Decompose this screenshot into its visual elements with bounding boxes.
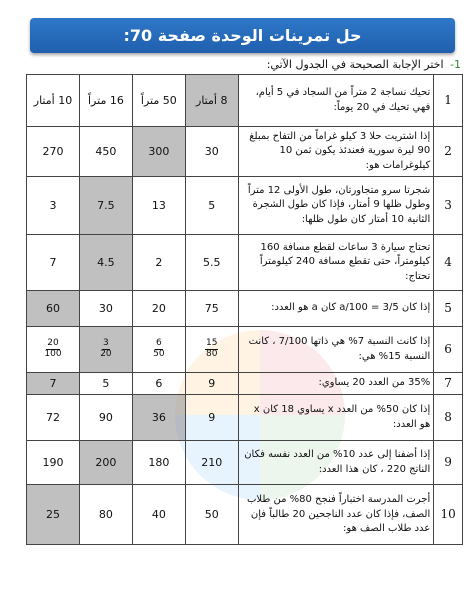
table-row <box>27 127 463 177</box>
answer-option[interactable]: 80 <box>79 485 132 545</box>
answer-option-selected[interactable]: 200 <box>79 441 132 485</box>
answer-option[interactable]: 13 <box>132 177 185 235</box>
page-title-banner <box>30 18 455 53</box>
answers-table <box>26 74 463 545</box>
answer-option[interactable]: 190 <box>27 441 80 485</box>
answer-option[interactable]: 9 <box>185 373 238 395</box>
question-number: 10 <box>434 485 463 545</box>
table-row <box>27 373 463 395</box>
table-row <box>27 395 463 441</box>
answer-option[interactable]: 2 <box>132 235 185 291</box>
answer-option[interactable]: 7 <box>27 235 80 291</box>
answer-option[interactable]: 5.5 <box>185 235 238 291</box>
question-text: إذا كان 3/5 = a/100 كان a هو العدد: <box>238 291 434 327</box>
answer-option[interactable]: 450 <box>79 127 132 177</box>
answer-option[interactable]: 16 متراً <box>79 75 132 127</box>
answer-option[interactable]: 10 أمتار <box>27 75 80 127</box>
answer-option-selected[interactable]: 4.5 <box>79 235 132 291</box>
question-text: تحيك نساجة 2 متراً من السجاد في 5 أيام، فهي تحيك في 20 يوماً: <box>238 75 434 127</box>
answer-option[interactable]: 6 <box>132 373 185 395</box>
question-number: 8 <box>434 395 463 441</box>
question-number: 5 <box>434 291 463 327</box>
answer-option[interactable]: 30 <box>79 291 132 327</box>
question-number: 9 <box>434 441 463 485</box>
question-number: 1 <box>434 75 463 127</box>
answer-option-selected[interactable]: 7.5 <box>79 177 132 235</box>
answer-option[interactable]: 50 <box>185 485 238 545</box>
answer-option[interactable] <box>132 327 185 373</box>
table-row <box>27 327 463 373</box>
answer-option[interactable]: 20 <box>132 291 185 327</box>
answer-option[interactable]: 50 متراً <box>132 75 185 127</box>
answer-option[interactable]: 5 <box>185 177 238 235</box>
answer-option[interactable] <box>185 327 238 373</box>
instruction <box>267 58 461 71</box>
table-row <box>27 441 463 485</box>
answer-option[interactable]: 40 <box>132 485 185 545</box>
question-number: 2 <box>434 127 463 177</box>
answer-option[interactable]: 210 <box>185 441 238 485</box>
answer-option[interactable]: 270 <box>27 127 80 177</box>
answer-option[interactable]: 72 <box>27 395 80 441</box>
question-text: إذا اشتريت حلا 3 كيلو غراماً من التفاح بمبلغ 90 ليرة سورية فعندئذ يكون ثمن 10 كيلوغرامات هو: <box>238 127 434 177</box>
answer-option[interactable]: 9 <box>185 395 238 441</box>
question-number: 6 <box>434 327 463 373</box>
answer-option[interactable]: 3 <box>27 177 80 235</box>
answer-option[interactable]: 90 <box>79 395 132 441</box>
question-text: إذا كانت النسبة 7% هي ذاتها 7/100 ، كانت النسبة 15% هي: <box>238 327 434 373</box>
question-text: 35% من العدد 20 يساوي: <box>238 373 434 395</box>
question-text: إذا أضفنا إلى عدد 10% من العدد نفسه فكان الناتج 220 ، كان هذا العدد: <box>238 441 434 485</box>
table-row <box>27 291 463 327</box>
instruction-text: اختر الإجابة الصحيحة في الجدول الآتي: <box>266 58 444 71</box>
answer-option-selected[interactable]: 36 <box>132 395 185 441</box>
fraction: $\frac{20}{100}$ <box>44 338 62 359</box>
table-row <box>27 75 463 127</box>
fraction: $\frac{3}{20}$ <box>100 338 112 359</box>
question-text: تحتاج سيارة 3 ساعات لقطع مسافة 160 كيلومتراً، حتى تقطع مسافة 240 كيلومتراً تحتاج: <box>238 235 434 291</box>
page-title: حل تمرينات الوحدة صفحة 70: <box>123 26 362 45</box>
table-row <box>27 235 463 291</box>
answer-option-selected[interactable]: 300 <box>132 127 185 177</box>
question-number: 7 <box>434 373 463 395</box>
answer-option-selected[interactable]: 8 أمتار <box>185 75 238 127</box>
fraction: $\frac{6}{50}$ <box>153 338 165 359</box>
answer-option[interactable]: 30 <box>185 127 238 177</box>
answer-option-selected[interactable]: 25 <box>27 485 80 545</box>
table-row <box>27 177 463 235</box>
question-text: شجرتا سرو متجاورتان، طول الأولى 12 متراً وطول ظلها 9 أمتار، فإذا كان طول الشجرة الثانية 10 أمتار كان طول ظلها: <box>238 177 434 235</box>
instruction-number: 1- <box>450 58 461 71</box>
question-number: 4 <box>434 235 463 291</box>
answer-option[interactable]: 5 <box>79 373 132 395</box>
answer-option[interactable]: 75 <box>185 291 238 327</box>
fraction: $\frac{15}{80}$ <box>206 338 218 359</box>
answer-option-selected[interactable]: 7 <box>27 373 80 395</box>
answer-option-selected[interactable]: 60 <box>27 291 80 327</box>
question-text: أجرت المدرسة اختباراً فنجح 80% من طلاب الصف، فإذا كان عدد الناجحين 20 طالباً فإن عدد طلاب الصف هو: <box>238 485 434 545</box>
answer-option[interactable] <box>27 327 80 373</box>
table-row <box>27 485 463 545</box>
question-number: 3 <box>434 177 463 235</box>
question-text: إذا كان 50% من العدد x يساوي 18 كان x هو العدد: <box>238 395 434 441</box>
answer-option-selected[interactable] <box>79 327 132 373</box>
answer-option[interactable]: 180 <box>132 441 185 485</box>
